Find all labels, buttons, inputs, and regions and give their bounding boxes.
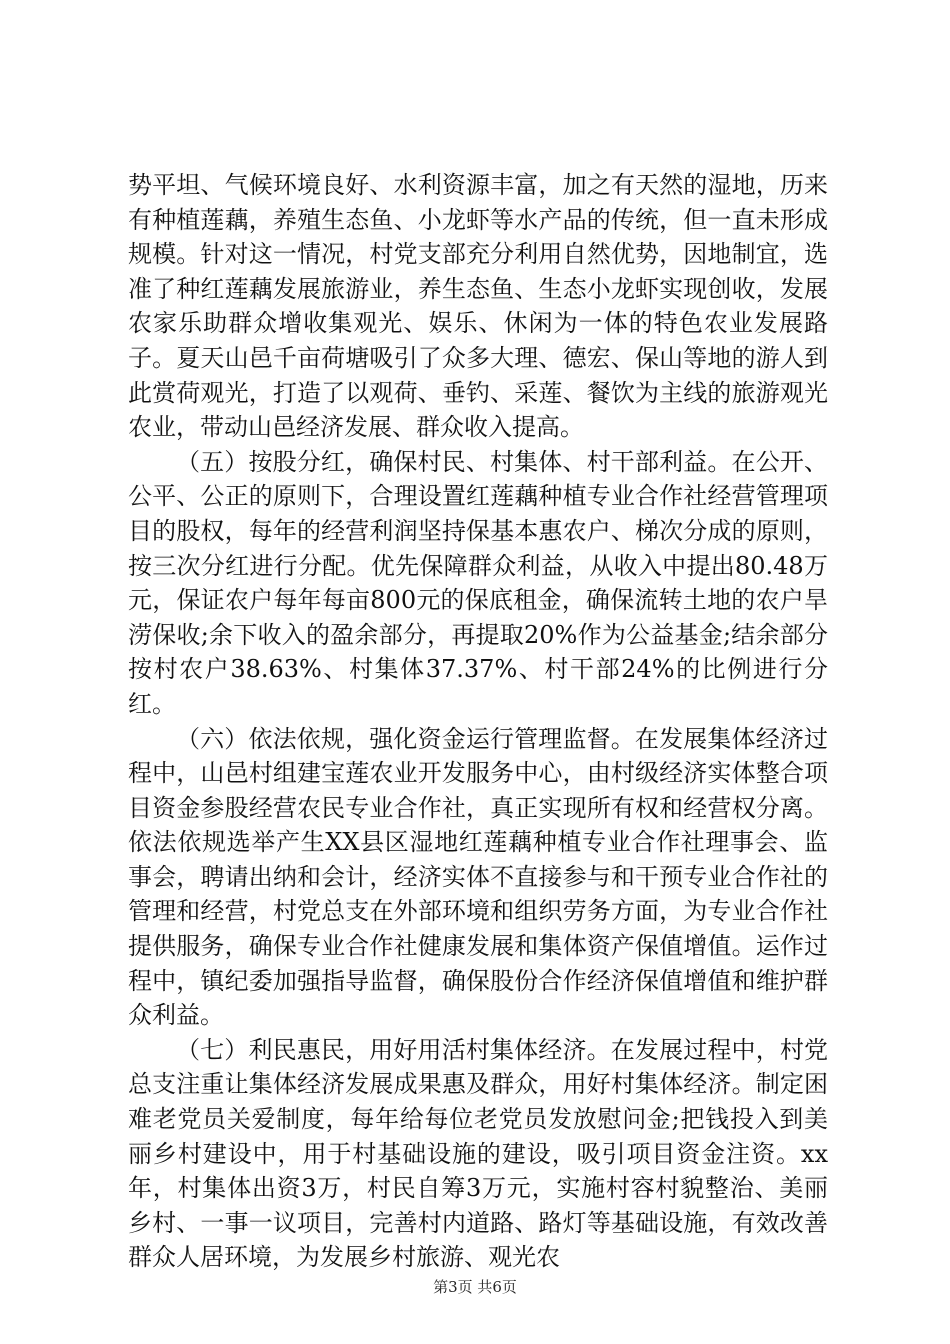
paragraph-section-6: （六）依法依规，强化资金运行管理监督。在发展集体经济过程中，山邑村组建宝莲农业开发服务中心，由村级经济实体整合项目资金参股经营农民专业合作社，真正实现所有权和经营权分离。依法依规选举产生XX县区湿地红莲藕种植专业合作社理事会、监事会，聘请出纳和会计，经济实体不直接参与和干预专业合作社的管理和经营，村党总支在外部环境和组织劳务方面，为专业合作社提供服务，确保专业合作社健康发展和集体资产保值增值。运作过程中，镇纪委加强指导监督，确保股份合作经济保值增值和维护群众利益。: [128, 724, 828, 1030]
page-number-footer: 第3页 共6页: [433, 1278, 517, 1296]
paragraph-continuation: 势平坦、气候环境良好、水利资源丰富，加之有天然的湿地，历来有种植莲藕，养殖生态鱼、小龙虾等水产品的传统，但一直未形成规模。针对这一情况，村党支部充分利用自然优势，因地制宜，选准了种红莲藕发展旅游业，养生态鱼、生态小龙虾实现创收，发展农家乐助群众增收集观光、娱乐、休闲为一体的特色农业发展路子。夏天山邑千亩荷塘吸引了众多大理、德宏、保山等地的游人到此赏荷观光，打造了以观荷、垂钓、采莲、餐饮为主线的旅游观光农业，带动山邑经济发展、群众收入提高。: [128, 171, 828, 442]
paragraph-section-5: （五）按股分红，确保村民、村集体、村干部利益。在公开、公平、公正的原则下，合理设置红莲藕种植专业合作社经营管理项目的股权，每年的经营利润坚持保基本惠农户、梯次分成的原则，按三次分红进行分配。优先保障群众利益，从收入中提出80.48万元，保证农户每年每亩800元的保底租金，确保流转土地的农户旱涝保收;余下收入的盈余部分，再提取20%作为公益基金;结余部分按村农户38.63%、村集体37.37%、村干部24%的比例进行分红。: [128, 447, 828, 718]
paragraph-section-7: （七）利民惠民，用好用活村集体经济。在发展过程中，村党总支注重让集体经济发展成果惠及群众，用好村集体经济。制定困难老党员关爱制度，每年给每位老党员发放慰问金;把钱投入到美丽乡村建设中，用于村基础设施的建设，吸引项目资金注资。xx年，村集体出资3万，村民自筹3万元，实施村容村貌整治、美丽乡村、一事一议项目，完善村内道路、路灯等基础设施，有效改善群众人居环境，为发展乡村旅游、观光农: [128, 1035, 828, 1272]
document-body: [128, 168, 828, 1275]
